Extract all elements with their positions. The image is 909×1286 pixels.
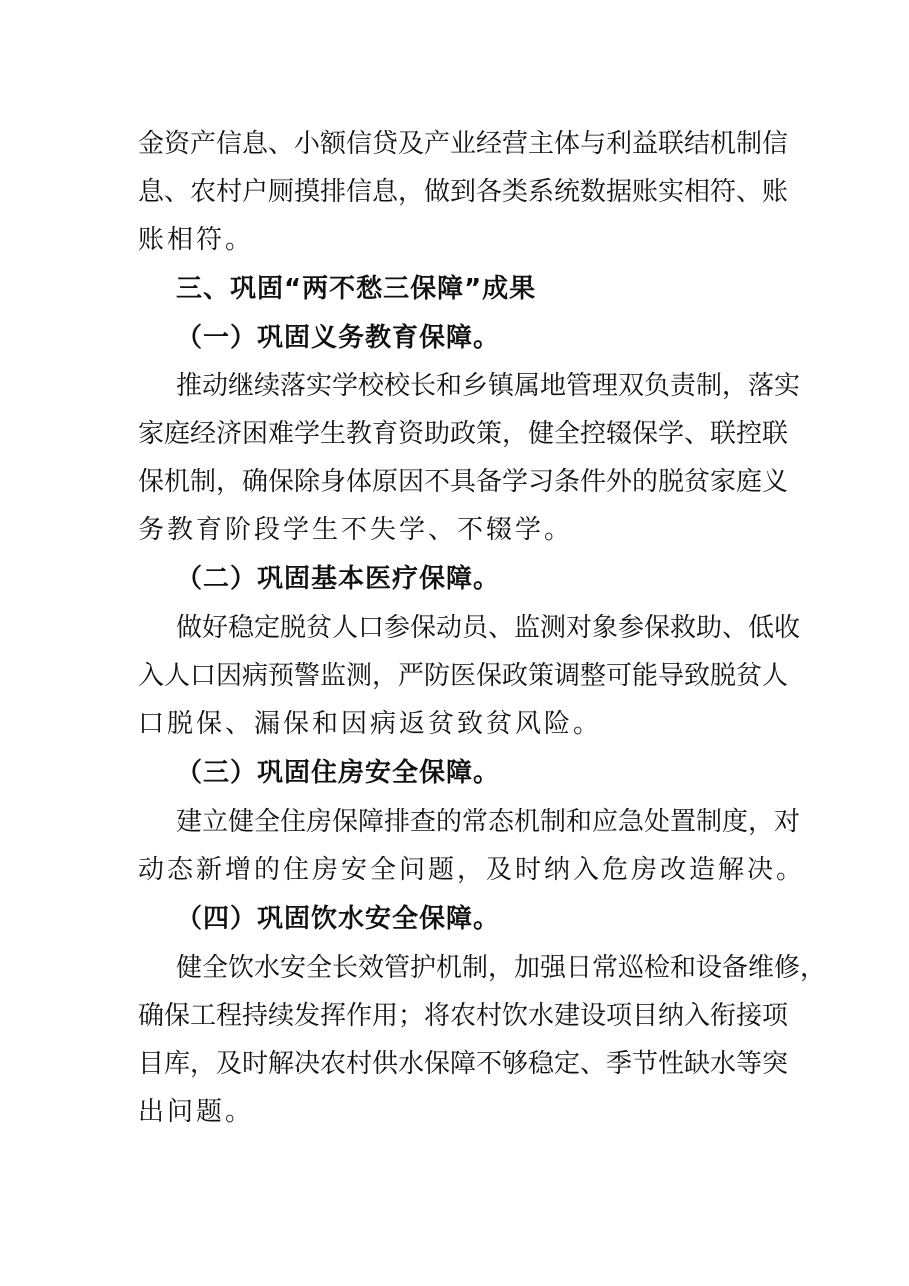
intro-line: 账相符。 [138, 225, 255, 255]
paragraph-line: 入人口因病预警监测，严防医保政策调整可能导致脱贫人 [138, 661, 789, 691]
paragraph-line: 务教育阶段学生不失学、不辍学。 [138, 515, 574, 545]
intro-line: 金资产信息、小额信贷及产业经营主体与利益联结机制信 [138, 129, 789, 159]
paragraph-line: 目库，及时解决农村供水保障不够稳定、季节性缺水等突 [138, 1049, 789, 1079]
subsection-heading: （一）巩固义务教育保障。 [176, 323, 501, 353]
paragraph-line: 建立健全住房保障排查的常态机制和应急处置制度，对 [176, 807, 801, 837]
subsection-heading: （三）巩固住房安全保障。 [176, 758, 501, 788]
paragraph-line: 做好稳定脱贫人口参保动员、监测对象参保救助、低收 [176, 613, 801, 643]
paragraph-line: 口脱保、漏保和因病返贫致贫风险。 [138, 709, 603, 739]
subsection-heading: （二）巩固基本医疗保障。 [176, 564, 501, 594]
paragraph-line: 保机制，确保除身体原因不具备学习条件外的脱贫家庭义 [138, 467, 789, 497]
subsection-heading: （四）巩固饮水安全保障。 [176, 904, 501, 934]
paragraph-line: 家庭经济困难学生教育资助政策，健全控辍保学、联控联 [138, 419, 789, 449]
paragraph-line: 推动继续落实学校校长和乡镇属地管理双负责制，落实 [176, 371, 801, 401]
section-title: 三、巩固“两不愁三保障”成果 [176, 274, 537, 304]
paragraph-line: 动态新增的住房安全问题，及时纳入危房改造解决。 [138, 855, 806, 885]
paragraph-line: 健全饮水安全长效管护机制，加强日常巡检和设备维修， [176, 953, 827, 983]
paragraph-line: 确保工程持续发挥作用；将农村饮水建设项目纳入衔接项 [138, 1001, 789, 1031]
intro-line: 息、农村户厕摸排信息，做到各类系统数据账实相符、账 [138, 177, 789, 207]
paragraph-line: 出问题。 [138, 1097, 255, 1127]
